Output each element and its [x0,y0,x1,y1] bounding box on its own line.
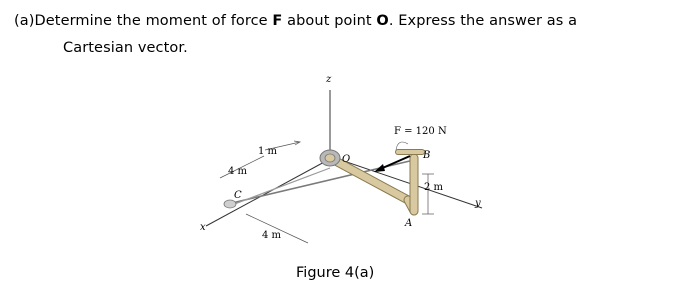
label-dim-4m-left: 4 m [228,166,248,177]
x-axis [206,160,328,226]
figure-4a [190,68,490,248]
label-A: A [405,218,413,229]
mechanics-diagram [190,68,490,248]
label-dim-1m: 1 m [258,146,278,157]
label-C: C [234,190,242,201]
force-symbol: F [272,13,283,29]
figure-caption: Figure 4(a) [296,265,375,281]
label-dim-2m: 2 m [424,182,444,193]
question-text-part: about point [282,13,377,29]
question-line-2: Cartesian vector. [63,40,188,56]
question-text-part: . Express the answer as a [388,13,578,29]
label-x: x [200,222,206,233]
question-text [14,8,674,62]
label-B: B [423,150,431,161]
question-line-1 [14,8,674,35]
point-symbol: O [376,13,389,29]
question-text-part: Determine the moment of force [34,13,273,29]
label-y: y [475,198,481,209]
collar-inner [325,154,335,162]
anchor-C [224,200,236,208]
force-arrowhead [374,164,385,172]
label-force: F = 120 N [394,126,447,137]
label-O: O [342,154,351,165]
label-z: z [326,74,332,85]
label-dim-4m-bottom: 4 m [262,230,282,241]
force-leader [396,142,408,150]
question-prefix: (a) [14,13,35,29]
